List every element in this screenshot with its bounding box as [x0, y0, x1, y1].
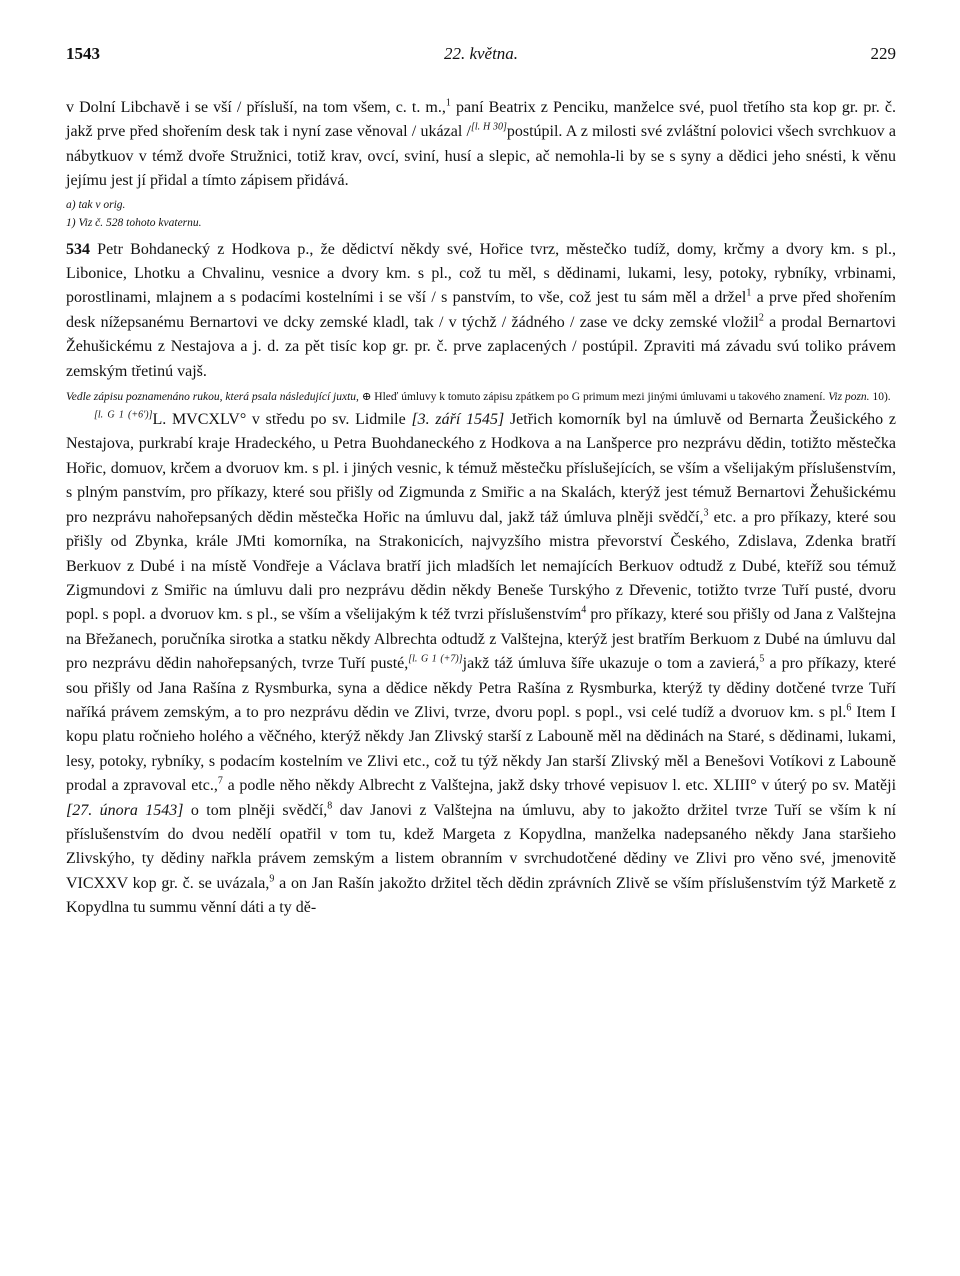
footnote-ref: 9 [269, 873, 275, 885]
text-run: Jetřich komorník byl na úmluvě od Bernarta Žeušického z Nestajova, purkrabí kraje Hradeckého, u Petra Buohdaneckého z Hodkova a na Lanšperce pro nezprávu dědin, totižto městečka Hořic, domuov, krčem a dvoruov km. s pl. i jiných vesnic, k témuž městečku příslušejících, se vším a všelijakým příslušenstvím, s plným panstvím, pro příkazy, které sou přišly od Zigmunda z Smiřic a na Skalách, kterýž jest témuž Bernartovi Žehušickému pro nezprávu nahořepsaných dědin městečka Hořic na úmluvu dal, jakž táž úmluva plněji svědčí, [66, 411, 896, 526]
text-run: v Dolní Libchavě i se vší / přísluší, na tom všem, c. t. m., [66, 99, 446, 116]
editorial-note [66, 388, 896, 406]
note-italic: Viz pozn. [828, 391, 870, 404]
note-text: 10). [869, 391, 891, 404]
folio-marker: [l. H 30] [471, 122, 507, 134]
text-run: a podle něho někdy Albrecht z Valštejna, jakž dsky trhové vepisuov l. etc. XLIII° v úterý po sv. Matěji [222, 777, 897, 795]
footnote-ref: 7 [217, 775, 223, 787]
footnote-a: a) tak v orig. [66, 198, 126, 211]
header-year: 1543 [66, 44, 100, 63]
text-run: a prve před shořením desk nížepsanému Bernartovi ve dcky zemské kladl, tak / v týchž / žádného / zase ve dcky zemské vložil [66, 289, 896, 331]
document-page [66, 44, 896, 921]
date-gloss: [27. února 1543] [66, 801, 184, 819]
text-run: a pro příkazy, které sou přišly od Jana Rašína z Rysmburka, syna a dědice někdy Petra Rašína z Rysmburka, kterýž ty dědiny dotčené tvrze Tuří naříká právem zemským, a to pro nezprávu dědin ve Zlivi, tvrze, dvoru popl. s popl., vsi celé tudíž a dvoruov km. s pl. [66, 655, 896, 721]
footnote-ref: 3 [703, 507, 709, 519]
text-run: a prodal Bernartovi Žehušickému z Nestajova a j. d. za pět tisíc kop gr. pr. č. prve zaplacených / postúpil. Zpraviti má závadu svú toliko právem zemským třetinú vajš. [66, 313, 896, 380]
text-run: a on Jan Rašín jakožto držitel těch dědin zprávních Zlivě se vším příslušenstvím týž Marketě z Kopydlna tu summu věnní dáti a ty dě- [66, 874, 897, 917]
text-run: etc. a pro příkazy, které sou přišly od Zbynka, krále JMti komorníka, na Strakonicích, najvyzšího mistra převorství Českého, Zdislava, Zdenka bratří Berkuov z Dubé i na místě Vondřeje a Václava bratří jich mladších let nemajících Berkuov odtudž z Dubé, kteříž sou témuž Zigmundovi z Smiřic na úmluvu dali pro nezprávu dědin někdy Beneše Turskýho z Dřevenic, totižto tvrze Tuří pusté, dvoru popl. s popl. a dvoruov km. s pl., se vším a všelijakým k též tvrzi příslušenstvím [66, 508, 897, 624]
folio-marker: [l. G 1 (+7)] [408, 653, 463, 665]
date-gloss: [3. září 1545] [411, 411, 505, 429]
footnote-ref: 6 [846, 702, 852, 714]
footnotes-533 [66, 196, 896, 232]
text-run: pro příkazy, které sou přišly od Jana z Valštejna na Břežanech, poručníka sirotka a statku někdy Albrechta odtudž z Valštejna, kterýž jest bratřím Berkuom z Dubé na úmluvu dal pro nezprávu dědin nahořepsaných, tvrze Tuří pusté, [66, 606, 896, 673]
text-run: dav Janovi z Valštejna na úmluvu, aby to jakožto držitel tvrze Tuří se vším k ní příslušenstvím do dvou nedělí opatřil v tom tu, kdež Margeta z Kopydlna, manželka nadepsaného někdy Jana staršieho Zlivskýho, ty dědiny nařkla právem zemským a listem obranním v svrchudotčené dědiny ve Zlivi pro věno své, jmenovitě VICXXV kop gr. č. se uvázala, [66, 801, 897, 892]
text-run: L. MVCXLV° v středu po sv. Lidmile [152, 411, 412, 429]
footnote-ref: 5 [759, 653, 765, 665]
footnote-ref: 1 [445, 97, 451, 109]
page-header [66, 44, 896, 74]
text-run: postúpil. A z milosti své zvláštní polovici všech svrchkuov a nábytkuov v témž dvoře Stružnici, totiž krav, ovcí, sviní, husí a slepic, ač nemohla-li by se s syny a dědici jeho snésti, k věnu jejímu jest jí přidal a tímto zápisem přidává. [66, 123, 896, 190]
entry-533-continuation [66, 96, 896, 194]
juxta-entry [66, 408, 896, 921]
text-run: paní Beatrix z Penciku, manželce své, puol třetího sta kop gr. pr. č. jakž prve před shořením desk tak i nyní zase věnoval / ukázal / [66, 99, 897, 141]
text-run: jakž táž úmluva šíře ukazuje o tom a zavierá, [462, 655, 760, 673]
entry-number: 534 [66, 240, 90, 258]
text-run: Item I kopu platu ročnieho holého a věčného, kterýž někdy Jan Zlivský starší z Labouně měl na dědinách na Staré, s dědinami, lukami, lesy, potoky, rybníky, s podacím kostelním ve Zlivi etc., což tu týž někdy Jan starší Zlivský měl a Benešovi Votíkovi z Labouně prodal a zpravoval etc., [66, 703, 897, 795]
footnote-ref: 2 [758, 312, 764, 324]
footnote-ref: 8 [327, 800, 333, 812]
note-italic: Vedle zápisu poznamenáno rukou, která psala následující juxtu, [66, 391, 359, 404]
footnote-1: 1) Viz č. 528 tohoto kvaternu. [66, 216, 202, 229]
footnote-ref: 1 [746, 288, 752, 300]
page-number: 229 [870, 44, 896, 63]
text-run: Petr Bohdanecký z Hodkova p., že dědictví někdy své, Hořice tvrz, městečko tudíž, domy, krčmy a dvory km. s pl., Libonice, Lhotku a Chvalinu, vesnice a dvory km. s pl., což tu měl, s dědinami, lukami, lesy, potoky, rybníky, vrbinami, porostlinami, mlajnem a s podacími kostelními i se vší / s panstvím, to vše, což jest tu sám měl a držel [66, 240, 896, 307]
header-date: 22. května. [443, 44, 519, 63]
entry-534 [66, 238, 896, 384]
footnote-ref: 4 [581, 604, 587, 616]
folio-marker: [l. G 1 (+6')] [94, 409, 153, 421]
text-run: o tom plněji svědčí, [183, 801, 328, 819]
note-text: ⊕ Hleď úmluvy k tomuto zápisu zpátkem po G primum mezi jinými úmluvami u takového znamení. [358, 391, 829, 404]
